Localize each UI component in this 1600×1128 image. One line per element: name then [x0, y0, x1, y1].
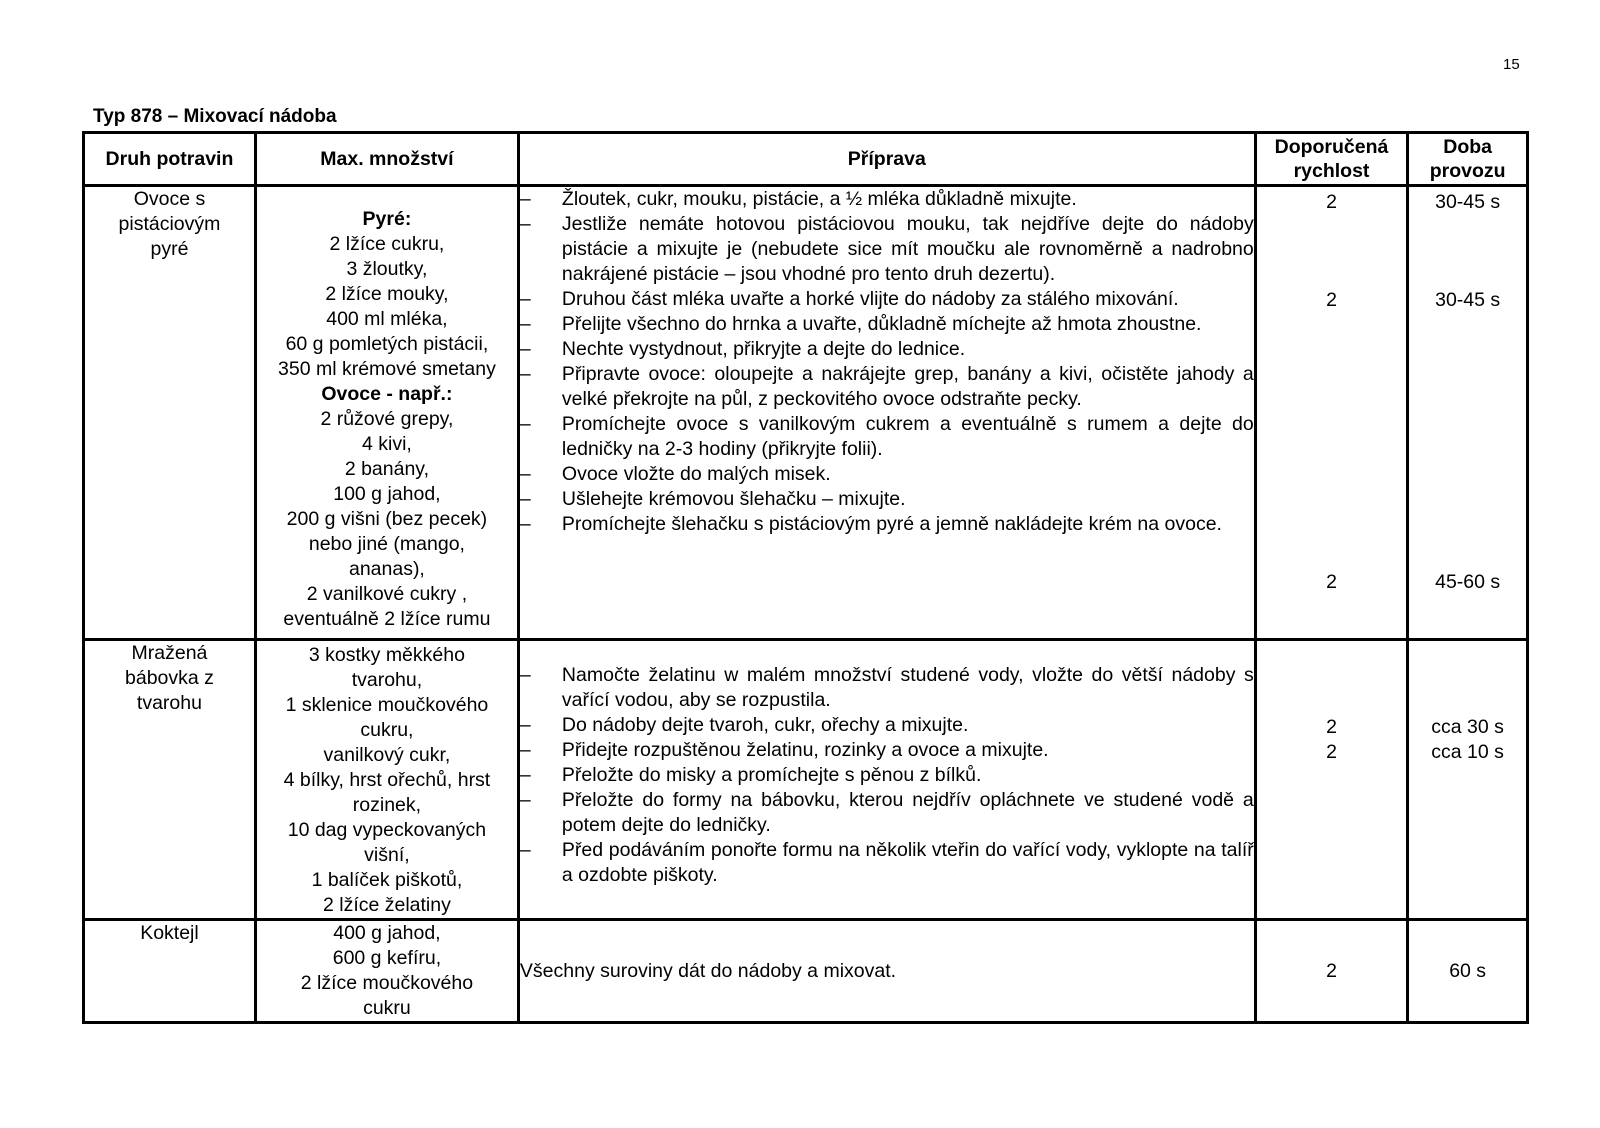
quantity-line: 2 lžíce moučkového	[300, 972, 474, 994]
step-text: Jestliže nemáte hotovou pistáciovou mouku, tak nejdříve dejte do nádoby pistácie a mixujte je (nebudete sice mít moučku ale rovnoměrně a nadrobno nakrájené pistácie – jsou vhodné pro tento druh dezertu).	[561, 213, 1254, 285]
preparation-step	[520, 663, 1254, 713]
quantity-line: 3 žloutky,	[346, 258, 428, 280]
duration-value: 30-45 s	[1435, 289, 1501, 311]
bullet-dash: –	[519, 463, 531, 485]
bullet-dash: –	[519, 213, 531, 235]
document-title: Typ 878 – Mixovací nádoba	[93, 106, 337, 127]
page-number: 15	[1503, 56, 1520, 73]
preparation-cell	[518, 920, 1255, 1023]
table-row	[84, 186, 1528, 640]
quantity-line: 2 lžíce želatiny	[322, 894, 451, 916]
quantity-line: 2 lžíce cukru,	[329, 233, 445, 255]
preparation-step	[520, 212, 1254, 287]
quantity-line: Ovoce - např.:	[321, 383, 453, 405]
preparation-step	[520, 512, 1254, 537]
speed-cell	[1255, 186, 1407, 640]
bullet-dash: –	[519, 739, 531, 761]
speed-value: 2	[1326, 571, 1337, 593]
speed-value: 2	[1326, 191, 1337, 213]
preparation-step	[520, 312, 1254, 337]
step-text: Druhou část mléka uvařte a horké vlijte do nádoby za stálého mixování.	[561, 288, 1179, 310]
recipe-table	[82, 131, 1529, 1024]
quantity-line: 350 ml krémové smetany	[278, 358, 496, 380]
speed-value: 2	[1326, 741, 1337, 763]
quantity-line: cukru	[363, 997, 411, 1019]
step-text: Přeložte do formy na bábovku, kterou nejdřív opláchnete ve studené vodě a potem dejte do ledničky.	[561, 789, 1254, 836]
preparation-step	[520, 337, 1254, 362]
bullet-dash: –	[519, 488, 531, 510]
quantity-list	[257, 643, 517, 918]
duration-value: cca 10 s	[1431, 741, 1504, 763]
duration-value: 45-60 s	[1435, 571, 1501, 593]
step-text: Namočte želatinu w malém množství studené vody, vložte do větší nádoby s vařící vodou, aby se rozpustila.	[561, 664, 1254, 711]
header-duration: Doba provozu	[1408, 133, 1528, 186]
header-preparation: Příprava	[518, 133, 1255, 186]
quantity-line: tvarohu,	[351, 669, 423, 691]
bullet-dash: –	[519, 764, 531, 786]
quantity-cell	[255, 920, 518, 1023]
quantity-line: vanilkový cukr,	[323, 744, 451, 766]
preparation-step	[520, 788, 1254, 838]
quantity-cell	[255, 640, 518, 920]
step-text: Přidejte rozpuštěnou želatinu, rozinky a ovoce a mixujte.	[561, 739, 1049, 761]
quantity-line: ananas),	[348, 558, 425, 580]
step-text: Před podáváním ponořte formu na několik vteřin do vařící vody, vyklopte na talíř a ozdobte piškoty.	[561, 839, 1254, 886]
step-text: Ušlehejte krémovou šlehačku – mixujte.	[561, 488, 906, 510]
quantity-line: eventuálně 2 lžíce rumu	[283, 608, 491, 630]
quantity-line: 4 bílky, hrst ořechů, hrst	[283, 769, 491, 791]
speed-value: 2	[1326, 716, 1337, 738]
duration-value: 60 s	[1449, 959, 1487, 982]
step-text: Do nádoby dejte tvaroh, cukr, ořechy a mixujte.	[561, 714, 969, 736]
step-text: Promíchejte šlehačku s pistáciovým pyré a jemně nakládejte krém na ovoce.	[561, 513, 1222, 535]
food-name: Mražená bábovka z tvarohu	[125, 642, 214, 714]
preparation-step	[520, 462, 1254, 487]
preparation-steps	[520, 959, 1254, 984]
food-name: Ovoce s pistáciovým pyré	[118, 188, 221, 260]
food-cell	[84, 186, 256, 640]
duration-cell	[1408, 186, 1528, 640]
bullet-dash: –	[519, 839, 531, 861]
preparation-step	[520, 287, 1254, 312]
step-text: Všechny suroviny dát do nádoby a mixovat.	[519, 959, 897, 982]
bullet-dash: –	[519, 313, 531, 335]
bullet-dash: –	[519, 413, 531, 435]
preparation-step	[520, 713, 1254, 738]
table-row	[84, 920, 1528, 1023]
quantity-cell	[255, 186, 518, 640]
bullet-dash: –	[519, 288, 531, 310]
quantity-line: cukru,	[360, 719, 414, 741]
quantity-line: 2 lžíce mouky,	[325, 283, 449, 305]
quantity-list	[257, 921, 517, 1021]
bullet-dash: –	[519, 338, 531, 360]
preparation-cell	[518, 186, 1255, 640]
quantity-line: 60 g pomletých pistácii,	[285, 333, 489, 355]
quantity-line: 200 g višni (bez pecek)	[286, 508, 488, 530]
step-text: Žloutek, cukr, mouku, pistácie, a ½ mléka důkladně mixujte.	[561, 188, 1077, 210]
preparation-step	[520, 187, 1254, 212]
step-text: Přelijte všechno do hrnka a uvařte, důkladně míchejte až hmota zhoustne.	[561, 313, 1202, 335]
preparation-step	[520, 487, 1254, 512]
table-row	[84, 640, 1528, 920]
speed-value: 2	[1326, 959, 1337, 982]
header-food: Druh potravin	[84, 133, 256, 186]
duration-value: cca 30 s	[1431, 716, 1504, 738]
table-header-row	[84, 133, 1528, 186]
speed-cell	[1255, 640, 1407, 920]
food-name: Koktejl	[140, 922, 199, 944]
quantity-line: 2 růžové grepy,	[320, 408, 454, 430]
header-speed: Doporučená rychlost	[1255, 133, 1407, 186]
bullet-dash: –	[519, 513, 531, 535]
preparation-step	[520, 838, 1254, 888]
quantity-line: 1 sklenice moučkového	[285, 694, 489, 716]
bullet-dash: –	[519, 714, 531, 736]
quantity-line: 2 vanilkové cukry ,	[306, 583, 468, 605]
quantity-line: 100 g jahod,	[333, 483, 441, 505]
step-text: Nechte vystydnout, přikryjte a dejte do lednice.	[561, 338, 966, 360]
quantity-list	[257, 207, 517, 632]
step-text: Přeložte do misky a promíchejte s pěnou z bílků.	[561, 764, 982, 786]
quantity-line: višní,	[364, 844, 410, 866]
quantity-line: 600 g kefíru,	[332, 947, 442, 969]
preparation-step	[520, 738, 1254, 763]
preparation-step	[520, 412, 1254, 462]
speed-cell	[1255, 920, 1407, 1023]
quantity-line: rozinek,	[352, 794, 422, 816]
duration-value: 30-45 s	[1435, 191, 1501, 213]
preparation-steps	[520, 663, 1254, 888]
preparation-steps	[520, 187, 1254, 537]
quantity-line: 400 g jahod,	[333, 922, 441, 944]
preparation-step	[520, 362, 1254, 412]
quantity-line: 400 ml mléka,	[326, 308, 448, 330]
step-text: Promíchejte ovoce s vanilkovým cukrem a eventuálně s rumem a dejte do ledničky na 2-3 hodiny (přikryjte folii).	[561, 413, 1254, 460]
bullet-dash: –	[519, 363, 531, 385]
bullet-dash: –	[519, 789, 531, 811]
food-cell	[84, 640, 256, 920]
quantity-line: nebo jiné (mango,	[308, 533, 465, 555]
preparation-cell	[518, 640, 1255, 920]
bullet-dash: –	[519, 664, 531, 686]
speed-value: 2	[1326, 289, 1337, 311]
step-text: Připravte ovoce: oloupejte a nakrájejte grep, banány a kivi, očistěte jahody a velké překrojte na půl, z peckovitého ovoce odstraňte pecky.	[561, 363, 1254, 410]
quantity-line: 3 kostky měkkého	[308, 644, 465, 666]
quantity-line: 10 dag vypeckovaných	[287, 819, 487, 841]
food-cell	[84, 920, 256, 1023]
duration-cell	[1408, 640, 1528, 920]
bullet-dash: –	[519, 188, 531, 210]
header-quantity: Max. množství	[255, 133, 518, 186]
duration-cell	[1408, 920, 1528, 1023]
preparation-step	[520, 763, 1254, 788]
quantity-line: Pyré:	[362, 208, 412, 230]
quantity-line: 1 balíček piškotů,	[311, 869, 463, 891]
quantity-line: 2 banány,	[344, 458, 430, 480]
quantity-line: 4 kivi,	[361, 433, 412, 455]
step-text: Ovoce vložte do malých misek.	[561, 463, 831, 485]
